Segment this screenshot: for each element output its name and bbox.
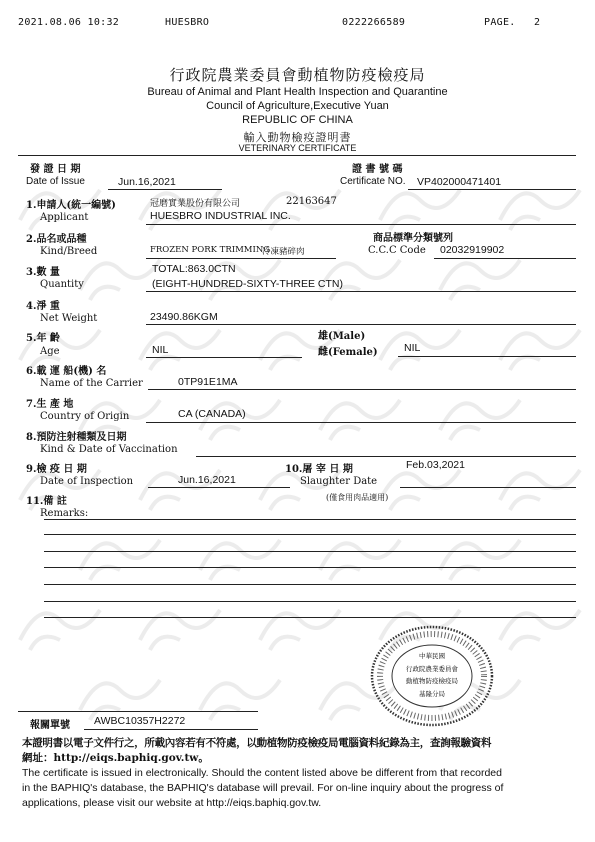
official-seal [368,624,496,728]
kind-underline [146,258,336,259]
carrier-label-zh: 6.載 運 船(機) 名 [26,366,107,377]
applicant-name-en: HUESBRO INDUSTRIAL INC. [150,210,291,222]
footer-en-line2: in the BAPHIQ's database, the BAPHIQ's database will prevail. For on-line inquiry about the progress of [22,782,504,794]
inspection-label-zh: 9.檢 疫 日 期 [26,464,87,475]
age-label-zh: 5.年 齡 [26,333,60,344]
footer-zh-line1: 本證明書以電子文件行之，所載內容若有不符處，以動植物防疫檢疫局電腦資料紀錄為主，查詢報驗資料 [22,737,492,749]
header-divider [18,155,576,156]
quantity-label-zh: 3.數 量 [26,267,60,278]
footer-en-line3: applications, please visit our website at http://eiqs.baphiq.gov.tw. [22,797,322,809]
remarks-line [44,551,576,552]
carrier-label-en: Name of the Carrier [40,378,143,389]
carrier-value: 0TP91E1MA [178,376,238,388]
agency-council: Council of Agriculture,Executive Yuan [206,100,389,112]
customs-top-line [18,711,258,712]
cert-no-underline [408,189,576,190]
customs-underline [84,729,258,730]
origin-label-en: Country of Origin [40,411,130,422]
footer-en-line1: The certificate is issued in electronically. Should the content listed above be different from that recorded [22,767,502,779]
meat-note: (僅食用肉品適用) [326,493,389,502]
fax-sender: HUESBRO [165,17,210,28]
agency-country: REPUBLIC OF CHINA [242,114,353,126]
inspection-value: Jun.16,2021 [178,474,236,486]
certificate-title-en: VETERINARY CERTIFICATE [238,143,357,153]
female-label: 雌(Female) [318,347,378,358]
net-weight-underline [146,324,576,325]
fax-phone: 0222266589 [342,17,406,28]
certificate-title-zh: 輸入動物檢疫證明書 [243,131,352,144]
footer-zh-line2: 網址：http://eiqs.baphiq.gov.tw。 [22,752,209,764]
date-issue-underline [108,189,222,190]
vaccination-underline [196,456,576,457]
net-weight-value: 23490.86KGM [150,311,218,323]
kind-label-en: Kind/Breed [40,246,98,257]
seal-line-3: 動植物防疫檢疫局 [406,677,458,685]
quantity-label-en: Quantity [40,279,84,290]
slaughter-label-en: Slaughter Date [300,476,378,487]
cert-no-label-en: Certificate NO. [340,176,406,187]
remarks-line [44,519,576,520]
net-weight-label-en: Net Weight [40,313,98,324]
vaccination-label-zh: 8.預防注射種類及日期 [26,432,127,443]
date-issue-label-en: Date of Issue [26,176,85,187]
quantity-underline [146,291,576,292]
applicant-name-zh: 冠磨實業股份有限公司 [150,199,241,209]
remarks-line [44,584,576,585]
remarks-line [44,601,576,602]
remarks-line [44,617,576,618]
ccc-value: 02032919902 [440,244,505,256]
agency-name-en: Bureau of Animal and Plant Health Inspection and Quarantine [147,86,448,98]
slaughter-underline [400,487,576,488]
female-value: NIL [404,342,421,354]
male-label: 雄(Male) [318,331,366,342]
applicant-label-zh: 1.申請人(統一編號) [26,200,116,211]
remarks-line [44,534,576,535]
origin-value: CA (CANADA) [178,408,246,420]
age-underline [146,357,302,358]
date-issue-label-zh: 發 證 日 期 [30,164,81,175]
kind-value-zh: 冷凍豬碎肉 [262,247,305,257]
seal-line-2: 行政院農業委員會 [406,665,458,673]
quantity-value-2: (EIGHT-HUNDRED-SIXTY-THREE CTN) [152,278,343,290]
age-label-en: Age [40,346,60,357]
vaccination-label-en: Kind & Date of Vaccination [40,444,178,455]
customs-no-value: AWBC10357H2272 [94,715,186,727]
agency-name-zh: 行政院農業委員會動植物防疫檢疫局 [169,66,426,84]
cert-no-label-zh: 證 書 號 碼 [352,164,403,175]
seal-line-4: 基隆分局 [419,690,445,698]
applicant-underline [146,224,576,225]
female-underline [398,356,576,357]
ccc-label-zh: 商品標準分類號列 [373,233,453,244]
origin-underline [146,422,576,423]
inspection-underline [148,487,290,488]
quantity-value-1: TOTAL:863.0CTN [152,263,236,275]
remarks-label-en: Remarks: [40,508,89,519]
kind-label-zh: 2.品名或品種 [26,234,87,245]
inspection-label-en: Date of Inspection [40,476,134,487]
ccc-label-en: C.C.C Code [368,245,426,256]
slaughter-label-zh: 10.屠 宰 日 期 [285,464,353,475]
origin-label-zh: 7.生 產 地 [26,399,74,410]
seal-line-1: 中華民國 [419,652,445,660]
fax-datetime: 2021.08.06 10:32 [18,17,120,28]
remarks-line [44,567,576,568]
age-value: NIL [152,344,169,356]
ccc-underline [434,258,576,259]
kind-value-en: FROZEN PORK TRIMMING [150,245,271,255]
customs-no-label: 報關單號 [30,720,70,731]
cert-no-value: VP402000471401 [417,176,502,188]
carrier-underline [148,389,576,390]
fax-page-number: 2 [534,17,541,28]
date-issue-value: Jun.16,2021 [118,176,176,188]
applicant-id: 22163647 [286,196,337,207]
remarks-label-zh: 11.備 註 [26,496,67,507]
fax-page-label: PAGE. [484,17,516,28]
net-weight-label-zh: 4.淨 重 [26,301,60,312]
applicant-label-en: Applicant [40,212,89,223]
slaughter-value: Feb.03,2021 [406,459,465,471]
